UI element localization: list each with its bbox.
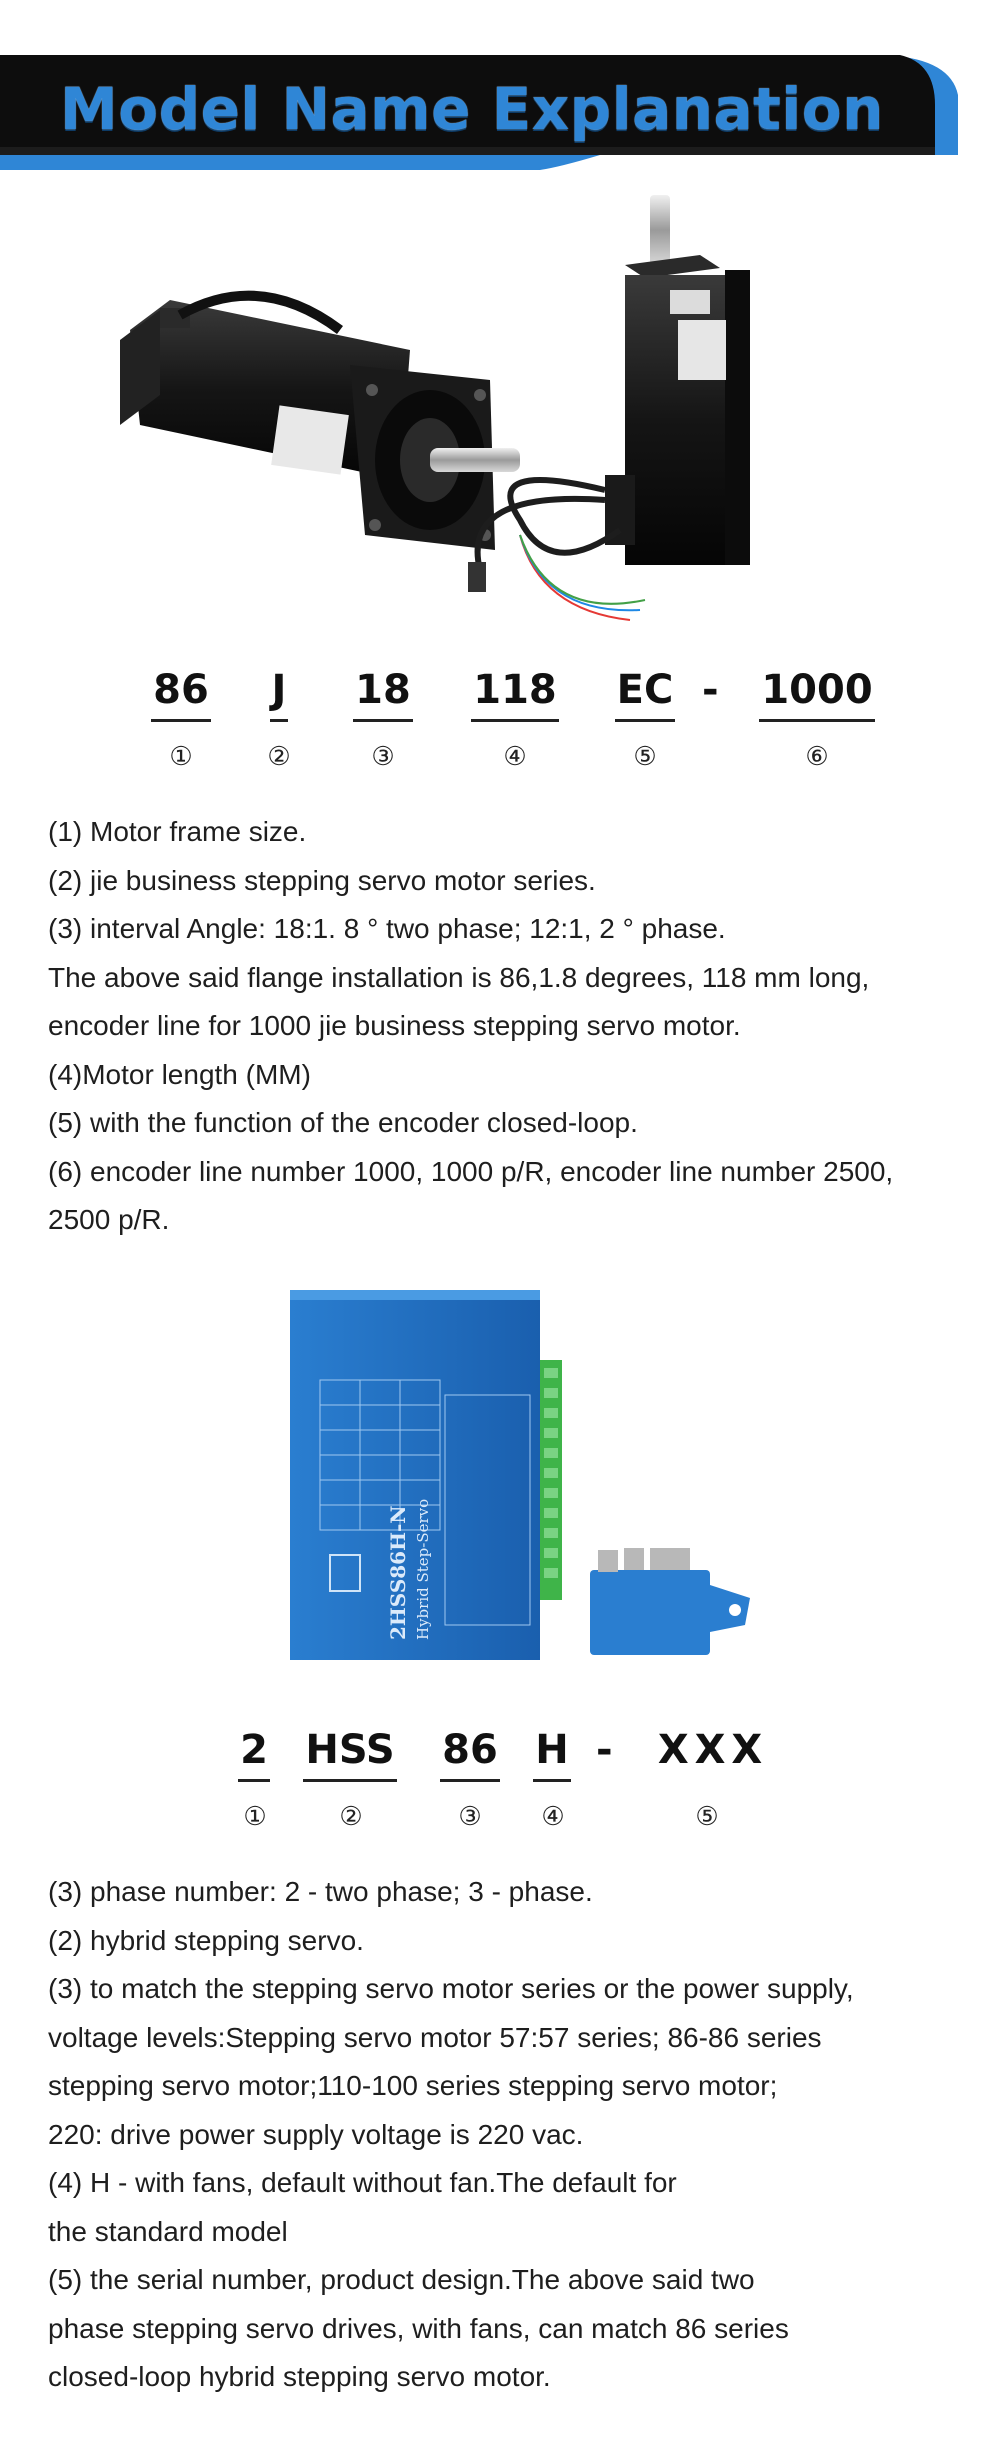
code-fan	[530, 1725, 574, 1782]
driver-model-code	[0, 1725, 1000, 1845]
code-frame-size	[138, 665, 224, 722]
code-text: 18	[353, 665, 413, 722]
description-line: The above said flange installation is 86,1.8 degrees, 118 mm long,	[48, 961, 870, 993]
code-index: ③	[458, 1802, 482, 1832]
code-voltage	[438, 1725, 502, 1782]
code-text: 86	[151, 665, 211, 722]
page-title: Model Name Explanation	[60, 75, 884, 143]
description-line: encoder line for 1000 jie business stepping servo motor.	[48, 1010, 741, 1041]
motor-vertical	[605, 195, 750, 565]
code-index: ⑤	[633, 742, 657, 772]
code-dash: -	[702, 667, 719, 713]
code-index: ①	[243, 1802, 267, 1832]
code-text: EC	[615, 665, 676, 722]
code-index: ①	[169, 742, 193, 772]
code-dash: -	[596, 1727, 613, 1773]
code-index: ②	[339, 1802, 363, 1832]
description-line: (5) with the function of the encoder closed-loop.	[48, 1107, 638, 1138]
description-line: (3) interval Angle: 18:1. 8 ° two phase; 12:1, 2 ° phase.	[48, 913, 726, 944]
servo-driver-image	[280, 1280, 760, 1670]
driver-subtitle-label: Hybrid Step-Servo	[414, 1498, 432, 1640]
code-text: H	[533, 1725, 570, 1782]
code-text: 1000	[759, 665, 874, 722]
description-line: the standard model	[48, 2215, 288, 2247]
driver-description	[48, 1868, 978, 2402]
code-serial	[638, 1725, 778, 1779]
description-line: (4)Motor length (MM)	[48, 1058, 311, 1090]
driver-model-label: 2HSS86H-N	[386, 1505, 410, 1640]
code-text: 86	[440, 1725, 500, 1782]
description-line: (2) hybrid stepping servo.	[48, 1924, 364, 1956]
code-index: ④	[541, 1802, 565, 1832]
description-line: (2) jie business stepping servo motor series.	[48, 864, 596, 896]
code-encoder	[610, 665, 680, 722]
code-index: ④	[503, 742, 527, 772]
code-hybrid	[300, 1725, 400, 1782]
description-line: phase stepping servo drives, with fans, can match 86 series	[48, 2312, 789, 2344]
description-line: 220: drive power supply voltage is 220 vac.	[48, 2118, 584, 2150]
description-line: closed-loop hybrid stepping servo motor.	[48, 2361, 551, 2392]
code-text: X X X	[657, 1727, 759, 1773]
description-line: (6) encoder line number 1000, 1000 p/R, encoder line number 2500,	[48, 1155, 894, 1187]
code-index: ③	[371, 742, 395, 772]
description-line: voltage levels:Stepping servo motor 57:57 series; 86-86 series	[48, 2021, 822, 2053]
code-index: ②	[267, 742, 291, 772]
description-line: (5) the serial number, product design.The above said two	[48, 2264, 755, 2295]
code-length	[460, 665, 570, 722]
description-line: (4) H - with fans, default without fan.The default for	[48, 2167, 677, 2198]
code-angle	[340, 665, 426, 722]
motor-horizontal	[120, 296, 520, 550]
code-index: ⑤	[695, 1802, 719, 1832]
servo-motor-image	[100, 190, 860, 650]
code-text: 2	[238, 1725, 270, 1782]
description-line: (3) to match the stepping servo motor series or the power supply,	[48, 1973, 854, 2004]
motor-description	[48, 808, 978, 1245]
code-series	[258, 665, 300, 722]
description-line: stepping servo motor;110-100 series stepping servo motor;	[48, 2070, 778, 2101]
code-text: 118	[471, 665, 559, 722]
code-index: ⑥	[805, 742, 829, 772]
description-line: (3) phase number: 2 - two phase; 3 - phase.	[48, 1876, 593, 1907]
code-text: HSS	[303, 1725, 396, 1782]
code-line-number	[742, 665, 892, 722]
description-line: 2500 p/R.	[48, 1204, 170, 1235]
header-banner	[0, 55, 1000, 175]
motor-model-code	[0, 665, 1000, 785]
description-line: (1) Motor frame size.	[48, 816, 307, 847]
code-text: J	[270, 665, 289, 722]
code-phase	[232, 1725, 276, 1782]
